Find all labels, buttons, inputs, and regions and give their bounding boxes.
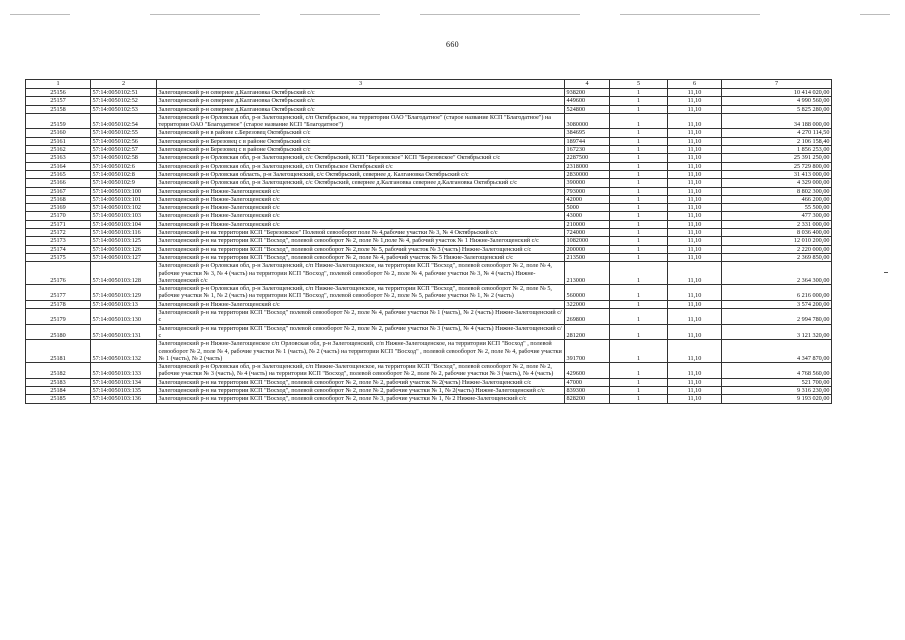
cadastral-number: 57:14:0050103:136	[91, 395, 157, 403]
location-description: Залегощенский р-н Орловская обл, р-н Залегощенский, с/п Нижне-Залегощенское, на территории КСП "Восход", полевой севооборот № 2, поле № 4, рабочие участки № 3, № 4 (часть) на территории КСП "Восход", полевой севооборот № 2, поле № 4, рабочие участки № 3, № 4 (часть) Нижне-Залегощенский с/с	[157, 262, 565, 285]
row-number: 25183	[26, 378, 91, 386]
cadastral-number: 57:14:0050103:103	[91, 212, 157, 220]
row-number: 25166	[26, 179, 91, 187]
row-number: 25179	[26, 309, 91, 325]
column-header: 1	[26, 80, 91, 89]
location-description: Залегощенский р-н Орловская обл, р-н Залегощенский, с/с Октябрьский, КСП "Березовское" КСП "Березовское" Октябрьский с/с	[157, 154, 565, 162]
count-value: 1	[610, 309, 668, 325]
area-value: 200000	[565, 245, 610, 253]
rate-value: 11,10	[668, 212, 722, 220]
rate-value: 11,10	[668, 170, 722, 178]
cadastral-value: 477 300,00	[722, 212, 832, 220]
area-value: 429600	[565, 363, 610, 379]
cadastral-number: 57:14:0050103:102	[91, 204, 157, 212]
area-value: 1082000	[565, 237, 610, 245]
count-value: 1	[610, 245, 668, 253]
table-row	[26, 363, 832, 379]
area-value: 189744	[565, 137, 610, 145]
cadastral-value: 466 200,00	[722, 195, 832, 203]
row-number: 25168	[26, 195, 91, 203]
table-row	[26, 89, 832, 97]
cadastral-number: 57:14:0050103:131	[91, 324, 157, 340]
rate-value: 11,10	[668, 129, 722, 137]
table-row	[26, 129, 832, 137]
location-description: Залегощенский р-н севернее д.Калгановка Октябрьский с/с	[157, 89, 565, 97]
area-value: 839300	[565, 386, 610, 394]
area-value: 47000	[565, 378, 610, 386]
area-value: 2830000	[565, 170, 610, 178]
table-row	[26, 285, 832, 301]
row-number: 25175	[26, 253, 91, 261]
cadastral-value: 3 574 200,00	[722, 300, 832, 308]
rate-value: 11,10	[668, 220, 722, 228]
table-row	[26, 212, 832, 220]
row-number: 25170	[26, 212, 91, 220]
area-value: 560000	[565, 285, 610, 301]
rate-value: 11,10	[668, 97, 722, 105]
rate-value: 11,10	[668, 89, 722, 97]
count-value: 1	[610, 89, 668, 97]
count-value: 1	[610, 363, 668, 379]
table-row	[26, 113, 832, 129]
area-value: 322000	[565, 300, 610, 308]
table-row	[26, 187, 832, 195]
row-number: 25158	[26, 105, 91, 113]
area-value: 213500	[565, 253, 610, 261]
rate-value: 11,10	[668, 285, 722, 301]
cadastral-value: 55 500,00	[722, 204, 832, 212]
area-value: 43000	[565, 212, 610, 220]
location-description: Залегощенский р-н Березовец с в районе Октябрьский с/с	[157, 137, 565, 145]
count-value: 1	[610, 129, 668, 137]
count-value: 1	[610, 229, 668, 237]
cadastral-value: 2 364 300,00	[722, 262, 832, 285]
row-number: 25178	[26, 300, 91, 308]
location-description: Залегощенский р-н Орловская обл, р-н Залегощенский, с/п Октябрьское Октябрьский с/с	[157, 162, 565, 170]
row-number: 25184	[26, 386, 91, 394]
row-number: 25171	[26, 220, 91, 228]
area-value: 390000	[565, 179, 610, 187]
location-description: Залегощенский р-н в районе с.Березовец Октябрьский с/с	[157, 129, 565, 137]
cadastral-number: 57:14:0050102:53	[91, 105, 157, 113]
count-value: 1	[610, 324, 668, 340]
land-registry-table	[25, 79, 832, 404]
count-value: 1	[610, 285, 668, 301]
cadastral-value: 4 270 114,50	[722, 129, 832, 137]
rate-value: 11,10	[668, 229, 722, 237]
table-row	[26, 253, 832, 261]
table-row	[26, 386, 832, 394]
area-value: 524800	[565, 105, 610, 113]
location-description: Залегощенский р-н Нижне-Залегощенский с/с	[157, 300, 565, 308]
rate-value: 11,10	[668, 386, 722, 394]
cadastral-number: 57:14:0050103:104	[91, 220, 157, 228]
row-number: 25161	[26, 137, 91, 145]
count-value: 1	[610, 253, 668, 261]
column-header: 6	[668, 80, 722, 89]
area-value: 281200	[565, 324, 610, 340]
area-value: 391700	[565, 340, 610, 363]
rate-value: 11,10	[668, 237, 722, 245]
row-number: 25163	[26, 154, 91, 162]
table-row	[26, 340, 832, 363]
area-value: 384695	[565, 129, 610, 137]
area-value: 449600	[565, 97, 610, 105]
page-number: 660	[446, 40, 459, 49]
row-number: 25176	[26, 262, 91, 285]
row-number: 25181	[26, 340, 91, 363]
table-body	[26, 89, 832, 404]
location-description: Залегощенский р-н на территории КСП "Восход", полевой севооборот № 2, поле № 1,поле № 4, рабочий участок № 1 Нижне-Залегощенский с/с	[157, 237, 565, 245]
location-description: Залегощенский р-н на территории КСП "Восход", полевой севооборот № 2, поле № 2, рабочие участки № 1, № 2(часть) Нижне-Залегощенский с/с	[157, 386, 565, 394]
cadastral-number: 57:14:0050103:100	[91, 187, 157, 195]
table-row	[26, 262, 832, 285]
cadastral-number: 57:14:0050103:128	[91, 262, 157, 285]
rate-value: 11,10	[668, 179, 722, 187]
cadastral-number: 57:14:0050102:6	[91, 162, 157, 170]
cadastral-number: 57:14:0050103:126	[91, 245, 157, 253]
table-row	[26, 162, 832, 170]
cadastral-value: 2 994 780,00	[722, 309, 832, 325]
cadastral-value: 3 121 320,00	[722, 324, 832, 340]
cadastral-number: 57:14:0050102:54	[91, 113, 157, 129]
table-row	[26, 146, 832, 154]
cadastral-value: 25 391 250,00	[722, 154, 832, 162]
row-number: 25185	[26, 395, 91, 403]
cadastral-value: 9 316 230,00	[722, 386, 832, 394]
cadastral-number: 57:14:0050103:116	[91, 229, 157, 237]
count-value: 1	[610, 113, 668, 129]
area-value: 167230	[565, 146, 610, 154]
location-description: Залегощенский р-н Нижне-Залегощенский с/с	[157, 204, 565, 212]
cadastral-value: 8 036 400,00	[722, 229, 832, 237]
rate-value: 11,10	[668, 340, 722, 363]
location-description: Залегощенский р-н севернее д.Калгановка Октябрьский с/с	[157, 105, 565, 113]
count-value: 1	[610, 146, 668, 154]
cadastral-value: 4 347 870,00	[722, 340, 832, 363]
cadastral-value: 4 768 560,00	[722, 363, 832, 379]
cadastral-value: 521 700,00	[722, 378, 832, 386]
rate-value: 11,10	[668, 187, 722, 195]
rate-value: 11,10	[668, 253, 722, 261]
scan-artifact	[150, 14, 260, 15]
count-value: 1	[610, 220, 668, 228]
cadastral-number: 57:14:0050102:57	[91, 146, 157, 154]
area-value: 3080000	[565, 113, 610, 129]
location-description: Залегощенский р-н Нижне-Залегощенское с/п Орловская обл, р-н Залегощенский, с/п Нижне-Залегощенское, на территории КСП "Восход" , полевой севооборот № 2, поле № 4, рабочие участки № 1 (часть), № 2 (часть) на территории КСП "Восход" , полевой севооборот № 2, поле № 4, рабочие участки № 1 (часть), № 2 (часть)	[157, 340, 565, 363]
count-value: 1	[610, 195, 668, 203]
cadastral-number: 57:14:0050102:56	[91, 137, 157, 145]
row-number: 25156	[26, 89, 91, 97]
count-value: 1	[610, 237, 668, 245]
count-value: 1	[610, 137, 668, 145]
cadastral-number: 57:14:0050103:125	[91, 237, 157, 245]
location-description: Залегощенский р-н Орловская обл, р-н Залегощенский, с/с Октябрьский, севернее д.Калгановка севернее д.Калгановка Октябрьский с/с	[157, 179, 565, 187]
count-value: 1	[610, 262, 668, 285]
area-value: 724000	[565, 229, 610, 237]
cadastral-value: 8 802 300,00	[722, 187, 832, 195]
area-value: 210000	[565, 220, 610, 228]
location-description: Залегощенский р-н Нижне-Залегощенский с/с	[157, 195, 565, 203]
cadastral-value: 10 414 020,00	[722, 89, 832, 97]
cadastral-value: 12 010 200,00	[722, 237, 832, 245]
table-row	[26, 154, 832, 162]
area-value: 828200	[565, 395, 610, 403]
row-number: 25173	[26, 237, 91, 245]
row-number: 25182	[26, 363, 91, 379]
cadastral-number: 57:14:0050103:132	[91, 340, 157, 363]
area-value: 42000	[565, 195, 610, 203]
row-number: 25180	[26, 324, 91, 340]
location-description: Залегощенский р-н на территории КСП "Восход" полевой севооборот № 2, поле № 4, рабочие участки № 1 (часть), № 2 (часть) Нижне-Залегощенский с/с	[157, 309, 565, 325]
rate-value: 11,10	[668, 137, 722, 145]
rate-value: 11,10	[668, 204, 722, 212]
rate-value: 11,10	[668, 154, 722, 162]
table-row	[26, 179, 832, 187]
rate-value: 11,10	[668, 113, 722, 129]
count-value: 1	[610, 204, 668, 212]
cadastral-value: 2 106 158,40	[722, 137, 832, 145]
column-header: 4	[565, 80, 610, 89]
cadastral-value: 2 220 000,00	[722, 245, 832, 253]
rate-value: 11,10	[668, 262, 722, 285]
cadastral-number: 57:14:0050103:127	[91, 253, 157, 261]
table-row	[26, 195, 832, 203]
margin-mark	[884, 272, 888, 273]
cadastral-value: 9 193 020,00	[722, 395, 832, 403]
table-row	[26, 245, 832, 253]
location-description: Залегощенский р-н Нижне-Залегощенский с/с	[157, 220, 565, 228]
cadastral-value: 34 188 000,00	[722, 113, 832, 129]
location-description: Залегощенский р-н на территории КСП "Березовское" Полевой севооборот поле № 4,рабочие участки № 3, № 4 Октябрьский с/с	[157, 229, 565, 237]
count-value: 1	[610, 179, 668, 187]
cadastral-number: 57:14:0050103:133	[91, 363, 157, 379]
location-description: Залегощенский р-н Березовец с в районе Октябрьский с/с	[157, 146, 565, 154]
count-value: 1	[610, 187, 668, 195]
table-row	[26, 324, 832, 340]
cadastral-value: 25 729 800,00	[722, 162, 832, 170]
row-number: 25167	[26, 187, 91, 195]
rate-value: 11,10	[668, 195, 722, 203]
area-value: 213000	[565, 262, 610, 285]
table-row	[26, 309, 832, 325]
row-number: 25157	[26, 97, 91, 105]
cadastral-value: 4 329 000,00	[722, 179, 832, 187]
column-header: 5	[610, 80, 668, 89]
cadastral-number: 57:14:0050103:134	[91, 378, 157, 386]
count-value: 1	[610, 300, 668, 308]
count-value: 1	[610, 378, 668, 386]
cadastral-number: 57:14:0050102:51	[91, 89, 157, 97]
rate-value: 11,10	[668, 146, 722, 154]
count-value: 1	[610, 212, 668, 220]
cadastral-number: 57:14:0050103:135	[91, 386, 157, 394]
row-number: 25169	[26, 204, 91, 212]
scan-artifact	[860, 14, 890, 15]
location-description: Залегощенский р-н на территории КСП "Восход", полевой севооборот № 2,поле № 5, рабочий участок № 3 (часть) Нижне-Залегощенский с/с	[157, 245, 565, 253]
scan-artifact	[300, 14, 380, 15]
location-description: Залегощенский р-н на территории КСП "Восход", полевой севооборот № 2, поле № 4, рабочий участок № 5 Нижне-Залегощенский с/с	[157, 253, 565, 261]
rate-value: 11,10	[668, 245, 722, 253]
area-value: 793000	[565, 187, 610, 195]
rate-value: 11,10	[668, 324, 722, 340]
count-value: 1	[610, 170, 668, 178]
count-value: 1	[610, 97, 668, 105]
location-description: Залегощенский р-н севернее д.Калгановка Октябрьский с/с	[157, 97, 565, 105]
table-row	[26, 97, 832, 105]
cadastral-value: 4 990 560,00	[722, 97, 832, 105]
location-description: Залегощенский р-н Орловская область, р-н Залегощенский, с/с Октябрьский, севернее д. Калгановка Октябрьский с/с	[157, 170, 565, 178]
cadastral-number: 57:14:0050103:101	[91, 195, 157, 203]
count-value: 1	[610, 395, 668, 403]
rate-value: 11,10	[668, 162, 722, 170]
cadastral-number: 57:14:0050103:13	[91, 300, 157, 308]
row-number: 25159	[26, 113, 91, 129]
rate-value: 11,10	[668, 309, 722, 325]
cadastral-value: 2 331 000,00	[722, 220, 832, 228]
column-header: 7	[722, 80, 832, 89]
table-row	[26, 237, 832, 245]
count-value: 1	[610, 105, 668, 113]
table-row	[26, 300, 832, 308]
scan-artifact	[620, 14, 760, 15]
cadastral-value: 2 369 850,00	[722, 253, 832, 261]
cadastral-value: 6 216 000,00	[722, 285, 832, 301]
column-header: 2	[91, 80, 157, 89]
row-number: 25172	[26, 229, 91, 237]
table-row	[26, 170, 832, 178]
rate-value: 11,10	[668, 378, 722, 386]
row-number: 25174	[26, 245, 91, 253]
location-description: Залегощенский р-н Орловская обл, р-н Залегощенский, с/п Октябрьское, на территории ОАО "Благодатное" (старое название КСП "Благодатное") на территории ОАО "Благодатное" (старое название КСП "Благодатное")	[157, 113, 565, 129]
table-row	[26, 229, 832, 237]
table-row	[26, 204, 832, 212]
cadastral-value: 5 825 280,00	[722, 105, 832, 113]
header-row	[26, 80, 832, 89]
table-row	[26, 395, 832, 403]
table-row	[26, 105, 832, 113]
row-number: 25177	[26, 285, 91, 301]
row-number: 25160	[26, 129, 91, 137]
area-value: 5000	[565, 204, 610, 212]
scan-artifact	[420, 14, 580, 15]
location-description: Залегощенский р-н на территории КСП "Восход" полевой севооборот № 2, поле № 2, рабочие участки № 3 (часть), № 4 (часть) Нижне-Залегощенский с/с	[157, 324, 565, 340]
row-number: 25164	[26, 162, 91, 170]
table-row	[26, 220, 832, 228]
cadastral-number: 57:14:0050103:130	[91, 309, 157, 325]
cadastral-number: 57:14:0050102:52	[91, 97, 157, 105]
row-number: 25162	[26, 146, 91, 154]
location-description: Залегощенский р-н Орловская обл, р-н Залегощенский, с/п Нижне-Залегощенское, на территории КСП "Восход", полевой севооборот № 2, поле № 5, рабочие участки № 1, № 2 (часть) на территории КСП "Восход", полевой севооборот № 2, поле № 5, рабочие участки № 1, № 2 (часть)	[157, 285, 565, 301]
location-description: Залегощенский р-н Нижне-Залегощенский с/с	[157, 212, 565, 220]
cadastral-value: 31 413 000,00	[722, 170, 832, 178]
count-value: 1	[610, 340, 668, 363]
count-value: 1	[610, 386, 668, 394]
area-value: 2287500	[565, 154, 610, 162]
area-value: 2318000	[565, 162, 610, 170]
cadastral-number: 57:14:0050102:9	[91, 179, 157, 187]
rate-value: 11,10	[668, 363, 722, 379]
count-value: 1	[610, 154, 668, 162]
location-description: Залегощенский р-н на территории КСП "Восход", полевой севооборот № 2, поле № 2, рабочий участок № 2(часть) Нижне-Залегощенский с/с	[157, 378, 565, 386]
table-row	[26, 137, 832, 145]
rate-value: 11,10	[668, 105, 722, 113]
cadastral-number: 57:14:0050102:8	[91, 170, 157, 178]
column-header: 3	[157, 80, 565, 89]
area-value: 938200	[565, 89, 610, 97]
row-number: 25165	[26, 170, 91, 178]
cadastral-number: 57:14:0050102:58	[91, 154, 157, 162]
cadastral-value: 1 856 253,00	[722, 146, 832, 154]
location-description: Залегощенский р-н Нижне-Залегощенский с/с	[157, 187, 565, 195]
table-row	[26, 378, 832, 386]
rate-value: 11,10	[668, 395, 722, 403]
count-value: 1	[610, 162, 668, 170]
location-description: Залегощенский р-н Орловская обл, р-н Залегощенский, с/п Нижне-Залегощенское, на территории КСП "Восход", полевой севооборот № 2, поле № 2, рабочие участки № 3 (часть), № 4 (часть) на территории КСП "Восход", полевой севооборот № 2, поле № 2, рабочие участки № 3 (часть), № 4 (часть)	[157, 363, 565, 379]
rate-value: 11,10	[668, 300, 722, 308]
cadastral-number: 57:14:0050102:55	[91, 129, 157, 137]
cadastral-number: 57:14:0050103:129	[91, 285, 157, 301]
scan-artifact	[10, 14, 70, 15]
location-description: Залегощенский р-н на территории КСП "Восход", полевой севооборот № 2, поле № 3, рабочие участки № 1, № 2 Нижне-Залегощенский с/с	[157, 395, 565, 403]
area-value: 269800	[565, 309, 610, 325]
